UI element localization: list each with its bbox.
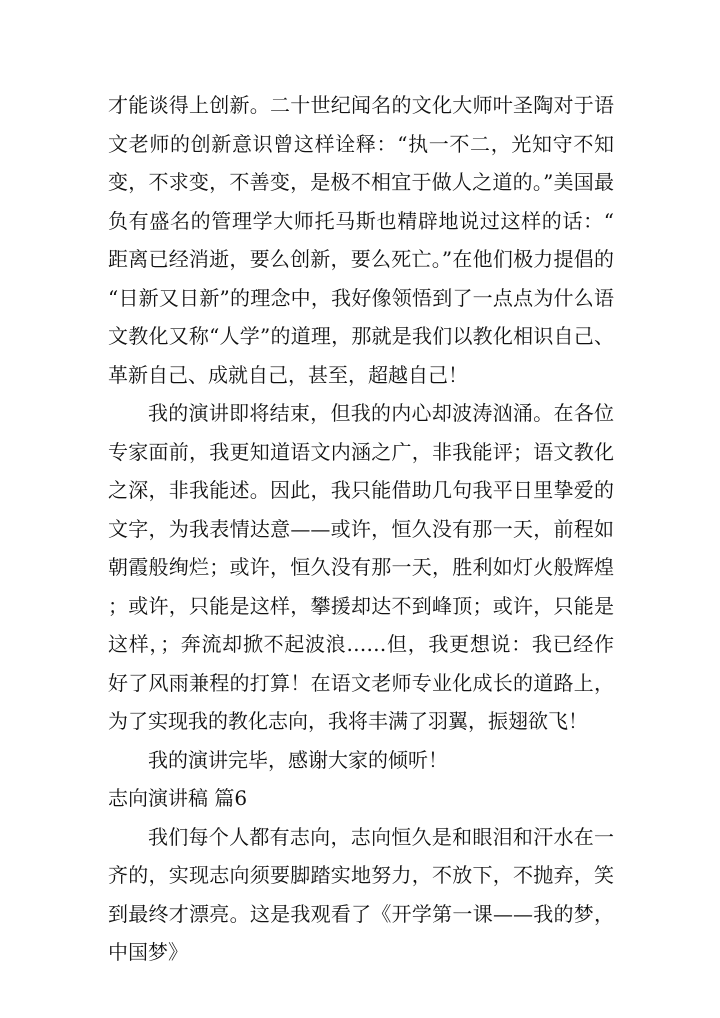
document-body bbox=[108, 86, 614, 972]
section-heading: 志向演讲稿 篇6 bbox=[108, 786, 248, 810]
paragraph-innovation: 才能谈得上创新。二十世纪闻名的文化大师叶圣陶对于语文老师的创新意识曾这样诠释：“执一不二，光知守不知变，不求变，不善变，是极不相宜于做人之道的。”美国最负有盛名的管理学大师托马斯也精辟地说过这样的话：“距离已经消逝，要么创新，要么死亡。”在他们极力提倡的“日新又日新”的理念中，我好像领悟到了一点点为什么语文教化又称“人学”的道理，那就是我们以教化相识自己、革新自己、成就自己，甚至，超越自己！ bbox=[108, 93, 614, 387]
paragraph-aspiration: 我们每个人都有志向，志向恒久是和眼泪和汗水在一齐的，实现志向须要脚踏实地努力，不放下，不抛弃，笑到最终才漂亮。这是我观看了《开学第一课——我的梦，中国梦》 bbox=[108, 824, 614, 964]
paragraph-conclusion: 我的演讲即将结束，但我的内心却波涛汹涌。在各位专家面前，我更知道语文内涵之广，非我能评；语文教化之深，非我能述。因此，我只能借助几句我平日里挚爱的文字，为我表情达意——或许，恒久没有那一天，前程如朝霞般绚烂；或许，恒久没有那一天，胜利如灯火般辉煌；或许，只能是这样，攀援却达不到峰顶；或许，只能是这样，；奔流却掀不起波浪……但，我更想说：我已经作好了风雨兼程的打算！在语文老师专业化成长的道路上，为了实现我的教化志向，我将丰满了羽翼，振翅欲飞！ bbox=[108, 401, 614, 733]
paragraph-thanks: 我的演讲完毕，感谢大家的倾听！ bbox=[148, 747, 448, 772]
